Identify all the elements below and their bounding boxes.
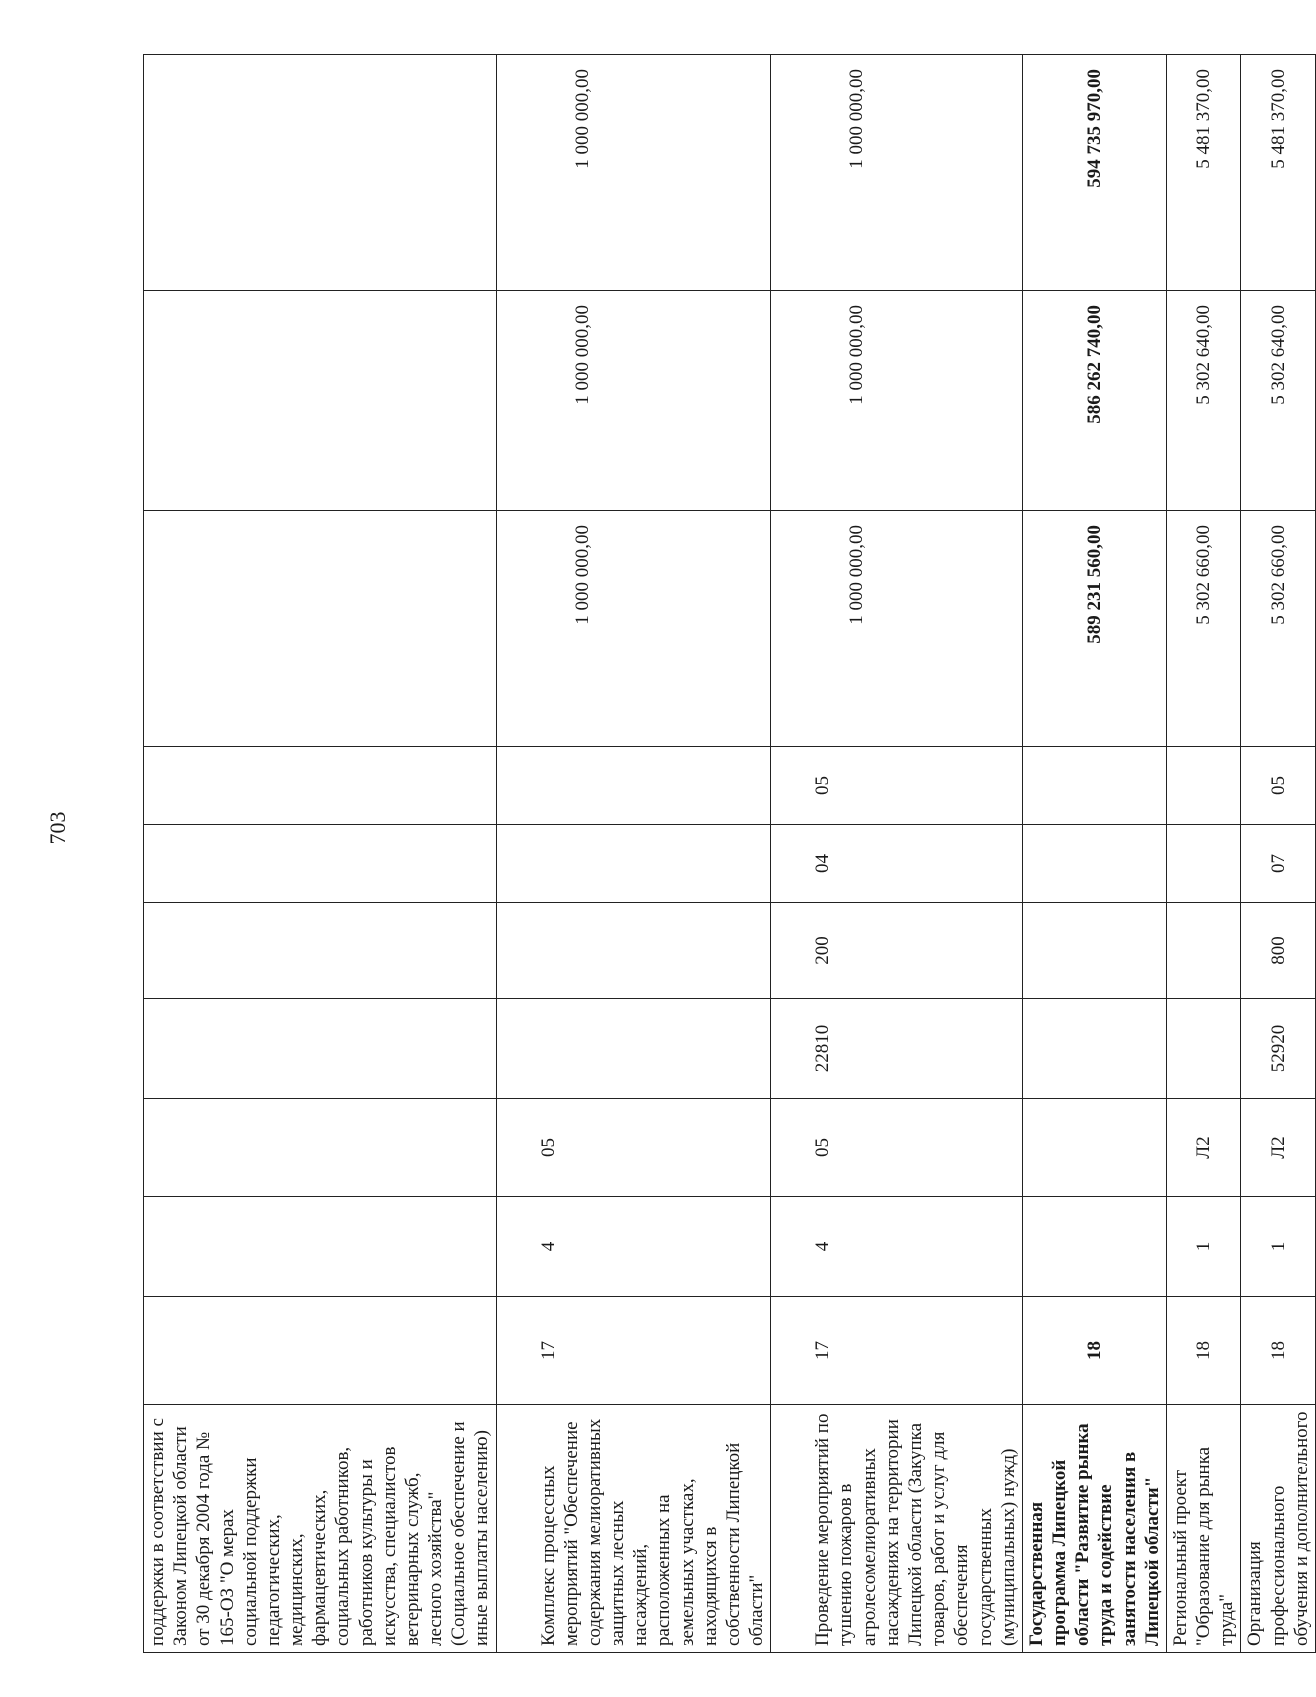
subsection-cell: 05	[1241, 747, 1316, 825]
program-code-cell: 18	[1241, 1297, 1316, 1405]
subprogram-code-cell	[144, 1197, 497, 1297]
table-row	[496, 55, 771, 1653]
amount-year1-cell: 5 302 660,00	[1166, 511, 1241, 747]
event-code-cell: Л2	[1166, 1099, 1241, 1197]
subsection-cell	[144, 747, 497, 825]
subprogram-code-cell: 4	[496, 1197, 771, 1297]
event-code-cell: 05	[496, 1099, 771, 1197]
expense-type-cell: 200	[771, 903, 1023, 999]
table-row	[1241, 55, 1316, 1653]
program-code-cell: 18	[1166, 1297, 1241, 1405]
program-code-cell: 17	[496, 1297, 771, 1405]
page-number: 703	[45, 811, 70, 845]
expense-type-cell: 800	[1241, 903, 1316, 999]
subsection-cell	[1166, 747, 1241, 825]
budget-table	[143, 54, 1316, 1653]
subprogram-code-cell: 1	[1166, 1197, 1241, 1297]
direction-code-cell	[144, 999, 497, 1099]
section-cell	[1022, 825, 1166, 903]
amount-year3-cell: 1 000 000,00	[496, 55, 771, 291]
table-row	[1022, 55, 1166, 1653]
program-code-cell: 17	[771, 1297, 1023, 1405]
amount-year1-cell: 1 000 000,00	[771, 511, 1023, 747]
section-cell	[144, 825, 497, 903]
amount-year1-cell: 589 231 560,00	[1022, 511, 1166, 747]
section-cell: 04	[771, 825, 1023, 903]
section-cell	[496, 825, 771, 903]
name-cell: Проведение мероприятий по тушению пожаров в агролесомелиоративных насаждениях на территории Липецкой области (Закупка товаров, работ и услуг для обеспечения государственных (муниципальных) нужд)	[771, 1405, 1023, 1653]
amount-year2-cell: 5 302 640,00	[1241, 291, 1316, 511]
expense-type-cell	[1022, 903, 1166, 999]
amount-year1-cell: 5 302 660,00	[1241, 511, 1316, 747]
table-row	[144, 55, 497, 1653]
direction-code-cell: 22810	[771, 999, 1023, 1099]
subprogram-code-cell: 1	[1241, 1197, 1316, 1297]
event-code-cell	[144, 1099, 497, 1197]
event-code-cell	[1022, 1099, 1166, 1197]
expense-type-cell	[1166, 903, 1241, 999]
program-code-cell	[144, 1297, 497, 1405]
name-cell: Региональный проект "Образование для рынка труда"	[1166, 1405, 1241, 1653]
event-code-cell: 05	[771, 1099, 1023, 1197]
amount-year2-cell	[144, 291, 497, 511]
section-cell: 07	[1241, 825, 1316, 903]
direction-code-cell	[1166, 999, 1241, 1099]
amount-year2-cell: 1 000 000,00	[771, 291, 1023, 511]
amount-year2-cell: 586 262 740,00	[1022, 291, 1166, 511]
amount-year3-cell: 1 000 000,00	[771, 55, 1023, 291]
direction-code-cell: 52920	[1241, 999, 1316, 1099]
table-row	[771, 55, 1023, 1653]
program-code-cell: 18	[1022, 1297, 1166, 1405]
name-cell: Организация профессионального обучения и дополнительного	[1241, 1405, 1316, 1653]
subprogram-code-cell	[1022, 1197, 1166, 1297]
amount-year3-cell: 5 481 370,00	[1166, 55, 1241, 291]
name-cell: поддержки в соответствии с Законом Липецкой области от 30 декабря 2004 года № 165-ОЗ "О мерах социальной поддержки педагогических, медицинских, фармацевтических, социальных работников, работников культуры и искусства, специалистов ветеринарных служб, лесного хозяйства" (Социальное обеспечение и иные выплаты населению)	[144, 1405, 497, 1653]
subsection-cell	[496, 747, 771, 825]
section-cell	[1166, 825, 1241, 903]
budget-table-container	[143, 55, 1312, 1653]
direction-code-cell	[496, 999, 771, 1099]
amount-year2-cell: 5 302 640,00	[1166, 291, 1241, 511]
subsection-cell	[1022, 747, 1166, 825]
amount-year3-cell: 5 481 370,00	[1241, 55, 1316, 291]
direction-code-cell	[1022, 999, 1166, 1099]
name-cell: Комплекс процессных мероприятий "Обеспечение содержания мелиоративных защитных лесных насаждений, расположенных на земельных участках, находящихся в собственности Липецкой области"	[496, 1405, 771, 1653]
table-row	[1166, 55, 1241, 1653]
amount-year1-cell: 1 000 000,00	[496, 511, 771, 747]
amount-year3-cell: 594 735 970,00	[1022, 55, 1166, 291]
subsection-cell: 05	[771, 747, 1023, 825]
subprogram-code-cell: 4	[771, 1197, 1023, 1297]
event-code-cell: Л2	[1241, 1099, 1316, 1197]
name-cell: Государственная программа Липецкой области "Развитие рынка труда и содействие занятости населения в Липецкой области"	[1022, 1405, 1166, 1653]
amount-year3-cell	[144, 55, 497, 291]
expense-type-cell	[144, 903, 497, 999]
amount-year2-cell: 1 000 000,00	[496, 291, 771, 511]
expense-type-cell	[496, 903, 771, 999]
amount-year1-cell	[144, 511, 497, 747]
